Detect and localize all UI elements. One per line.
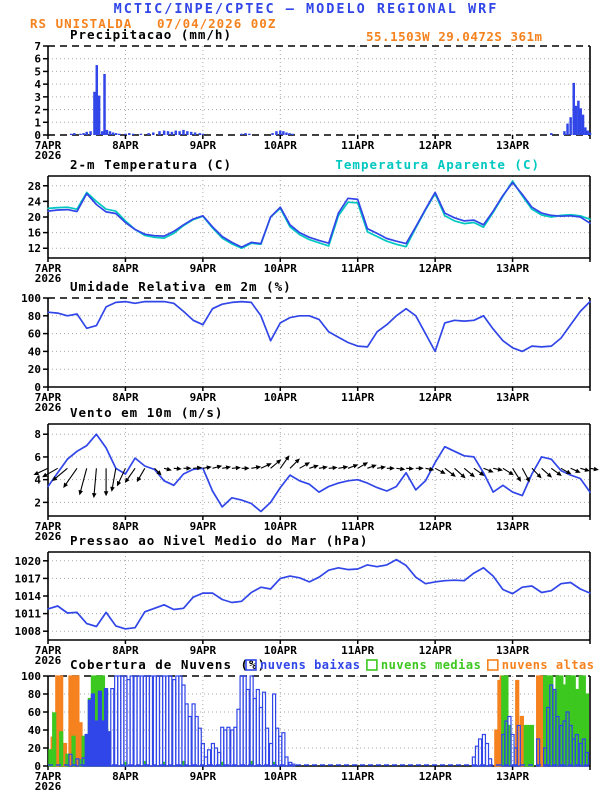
series-line-cyan (48, 181, 590, 248)
precip-bar (566, 124, 569, 135)
wind-arrow (91, 468, 98, 498)
precip-bar (79, 134, 82, 135)
wind-arrow-shaft (358, 464, 365, 468)
precip-bar (577, 101, 580, 135)
y-tick-label: 40 (27, 724, 41, 737)
precip-bar (118, 134, 121, 135)
precip-bar (124, 134, 127, 135)
x-tick-label: 11APR (341, 262, 375, 275)
x-tick-label: 13APR (496, 644, 530, 657)
wind-arrow-head (419, 466, 424, 471)
precip-bar (98, 96, 101, 135)
precip-bar (82, 133, 85, 135)
station-coordinates: 55.1503W 29.0472S 361m (366, 29, 543, 44)
precip-bar (89, 131, 92, 135)
wind-arrow-head (206, 464, 212, 469)
panel-title: Precipitacao (mm/h) (70, 27, 232, 42)
wind-arrow (298, 460, 311, 470)
wind-arrow-head (115, 481, 121, 487)
series-line-blue (48, 560, 590, 629)
wind-arrow-head (61, 483, 68, 490)
wind-arrow (416, 466, 424, 471)
wind-arrow-head (488, 468, 494, 474)
x-tick-label: 11APR (341, 139, 375, 152)
precip-bar (152, 132, 155, 135)
precip-bar (279, 131, 282, 135)
precip-bar (132, 134, 135, 135)
precip-bar (248, 134, 251, 135)
x-tick-label: 13APR (496, 262, 530, 275)
cloud-bar-blue (111, 689, 114, 766)
wind-arrow-head (575, 469, 581, 475)
panel-sea-level-pressure (15, 533, 591, 667)
x-year-label: 2026 (34, 654, 62, 667)
precip-bar (550, 133, 553, 135)
x-tick-label: 13APR (496, 139, 530, 152)
precip-bar (115, 133, 118, 135)
wind-arrow-shaft (542, 468, 549, 475)
x-year-label: 2026 (34, 530, 62, 543)
wind-arrow (232, 465, 241, 470)
cloud-bar-blue (208, 750, 211, 766)
y-tick-label: 0 (34, 129, 41, 142)
wind-arrow-shaft (80, 468, 86, 491)
station-name: RS UNISTALDA (30, 16, 133, 31)
wind-arrow-head (285, 454, 292, 461)
x-tick-label: 12APR (418, 262, 452, 275)
wind-arrow-head (343, 464, 349, 469)
wind-arrow-head (305, 460, 312, 466)
wind-arrow (260, 461, 273, 470)
wind-arrow (77, 468, 89, 496)
precip-bar (182, 130, 185, 135)
wind-arrow-shaft (94, 468, 96, 494)
series-line-blue (48, 434, 590, 511)
precip-bar (285, 132, 288, 135)
x-tick-label: 7APR (34, 644, 62, 657)
precip-bar (175, 131, 178, 135)
wind-arrow-shaft (474, 468, 481, 473)
x-tick-label: 9APR (189, 139, 217, 152)
wind-arrow (347, 462, 359, 470)
y-tick-label: 60 (27, 327, 41, 341)
panel-title: Umidade Relativa em 2m (%) (70, 279, 292, 294)
y-tick-label: 1008 (14, 625, 41, 639)
wind-arrow-head (516, 476, 523, 483)
x-tick-label: 9APR (189, 391, 217, 404)
series-line-blue (48, 183, 590, 248)
wind-arrow-head (323, 464, 329, 469)
wind-arrow-head (381, 464, 387, 469)
wind-arrow-shaft (503, 468, 511, 473)
y-tick-label: 2 (34, 103, 41, 117)
wind-arrow-shaft (484, 468, 490, 471)
wind-arrow-head (390, 466, 395, 471)
cloud-bar-blue (479, 739, 482, 766)
wind-arrow-head (498, 467, 504, 473)
precip-bar (240, 134, 243, 135)
panel-title-secondary: Temperatura Aparente (C) (335, 157, 540, 172)
precip-bar (147, 133, 150, 135)
precip-bar (96, 65, 99, 135)
x-tick-label: 8APR (112, 391, 139, 404)
wind-arrow-head (217, 463, 223, 469)
precip-bar (589, 132, 592, 135)
precip-bar (572, 83, 575, 135)
x-tick-label: 9APR (189, 644, 217, 657)
wind-arrow (387, 466, 395, 471)
x-tick-label: 13APR (496, 520, 530, 533)
wind-arrow (434, 466, 447, 476)
cloud-bar-blue (169, 676, 172, 766)
wind-arrow-head (266, 461, 272, 467)
y-tick-label: 0 (34, 381, 41, 394)
wind-arrow-head (332, 465, 337, 470)
x-tick-label: 12APR (418, 391, 452, 404)
wind-arrow-shaft (522, 468, 528, 479)
wind-arrow-shaft (435, 468, 442, 472)
y-tick-label: 4 (34, 473, 41, 487)
y-tick-label: 3 (34, 90, 41, 104)
x-tick-label: 10APR (263, 644, 297, 657)
y-tick-label: 4 (34, 78, 41, 92)
y-tick-label: 20 (27, 363, 41, 377)
wind-arrow-head (594, 467, 600, 472)
wind-arrow-shaft (551, 468, 558, 473)
precip-bar (202, 134, 205, 135)
cloud-bar-green (530, 726, 533, 767)
precip-bar (70, 134, 73, 135)
wind-arrow-shaft (139, 468, 145, 478)
legend-swatch-orange (488, 660, 498, 670)
wind-arrow (212, 463, 223, 470)
panel-title: Pressao ao Nivel Medio do Mar (hPa) (70, 533, 369, 548)
cloud-bar-blue (130, 676, 133, 766)
precip-bar (291, 134, 294, 135)
cloud-bar-blue (188, 717, 191, 767)
wind-arrow (396, 466, 406, 472)
precip-bar (167, 131, 170, 135)
x-tick-label: 8APR (112, 520, 139, 533)
x-tick-label: 7APR (34, 139, 62, 152)
series-line-blue (48, 302, 590, 352)
wind-arrow (242, 466, 250, 471)
x-tick-label: 7APR (34, 520, 62, 533)
wind-arrow-head (236, 465, 241, 470)
x-tick-label: 8APR (112, 770, 139, 783)
wind-arrow-head (245, 466, 250, 471)
x-tick-label: 9APR (189, 262, 217, 275)
x-tick-label: 10APR (263, 139, 297, 152)
cloud-bar-blue (149, 676, 152, 766)
wind-arrow (309, 463, 320, 470)
wind-arrow-shaft (66, 468, 77, 484)
wind-arrow (377, 464, 387, 470)
x-tick-label: 13APR (496, 770, 530, 783)
wind-arrow-head (363, 460, 370, 466)
y-tick-label: 16 (27, 226, 41, 240)
wind-arrow-head (123, 478, 130, 485)
y-tick-label: 8 (34, 428, 41, 442)
wind-arrow (61, 467, 79, 489)
wind-arrow-head (256, 464, 262, 469)
wind-arrow (338, 464, 349, 470)
wind-arrow-shaft (445, 468, 453, 474)
wind-arrow-head (313, 463, 319, 469)
x-tick-label: 12APR (418, 520, 452, 533)
precip-bar (101, 131, 104, 135)
wind-arrow-shaft (112, 468, 115, 488)
x-tick-label: 10APR (263, 391, 297, 404)
y-tick-label: 100 (21, 670, 41, 683)
precip-bar (563, 131, 566, 135)
y-tick-label: 1017 (14, 572, 41, 586)
x-tick-label: 7APR (34, 262, 62, 275)
wind-arrow-head (166, 467, 172, 473)
legend-swatch-green (367, 660, 377, 670)
wind-arrow (590, 466, 600, 472)
panel-precipitation (34, 27, 591, 162)
wind-arrow (502, 466, 515, 477)
x-tick-label: 13APR (496, 391, 530, 404)
legend-label-orange: nuvens altas (501, 658, 595, 672)
legend-label-blue: nuvens baixas (260, 658, 361, 672)
y-tick-label: 80 (27, 309, 41, 323)
wind-arrow-head (409, 466, 414, 471)
y-tick-label: 24 (27, 195, 41, 209)
wind-arrow-shaft (464, 468, 472, 474)
panel-wind-10m (33, 405, 600, 543)
x-tick-label: 11APR (341, 644, 375, 657)
wind-arrow-head (77, 490, 83, 496)
report-title: MCTIC/INPE/CPTEC — MODELO REGIONAL WRF (113, 1, 499, 17)
cloud-bar-blue (246, 690, 249, 767)
y-tick-label: 100 (21, 292, 41, 305)
cloud-bar-green (49, 750, 52, 766)
x-tick-label: 9APR (189, 520, 217, 533)
precip-bar (163, 131, 166, 135)
x-tick-label: 8APR (112, 644, 139, 657)
wind-arrow-head (371, 463, 377, 469)
precip-bar (103, 74, 106, 135)
precip-bar (186, 131, 189, 135)
precip-bar (112, 132, 115, 135)
wind-arrow-head (91, 493, 96, 498)
cloud-bar-blue (91, 694, 94, 766)
panel-temperature-2m (28, 157, 590, 285)
legend-label-green: nuvens medias (380, 658, 482, 672)
precip-bar (584, 127, 587, 135)
wind-arrow (319, 464, 329, 470)
precip-bar (194, 132, 197, 135)
cloud-bar-blue (266, 728, 269, 766)
x-tick-label: 11APR (341, 770, 375, 783)
wind-arrow-shaft (300, 464, 307, 468)
precip-bar (73, 133, 76, 135)
panel-title: 2-m Temperatura (C) (70, 157, 232, 172)
x-year-label: 2026 (34, 401, 62, 414)
wind-arrow-shaft (37, 468, 48, 473)
precip-bar (244, 133, 247, 135)
x-tick-label: 7APR (34, 770, 62, 783)
x-tick-label: 12APR (418, 644, 452, 657)
wind-arrow-shaft (571, 468, 577, 471)
y-tick-label: 20 (27, 742, 41, 755)
y-tick-label: 1 (34, 116, 41, 130)
x-tick-label: 9APR (189, 770, 217, 783)
x-tick-label: 12APR (418, 139, 452, 152)
x-year-label: 2026 (34, 272, 62, 285)
precip-bar (271, 133, 274, 135)
wind-arrow (328, 465, 337, 471)
y-tick-label: 1011 (14, 607, 41, 621)
wind-arrow (174, 466, 182, 471)
panel-relative-humidity (21, 279, 590, 414)
precip-bar (275, 131, 278, 135)
wind-arrow-head (226, 464, 232, 469)
x-tick-label: 7APR (34, 391, 62, 404)
x-tick-label: 10APR (263, 262, 297, 275)
y-tick-label: 2 (34, 496, 41, 510)
cloud-bar-green (60, 732, 63, 766)
precip-bar (579, 108, 582, 135)
wind-arrow-head (177, 466, 182, 471)
wind-arrow (251, 464, 262, 470)
wind-arrow-head (400, 467, 406, 472)
y-tick-label: 28 (27, 179, 41, 193)
y-tick-label: 6 (34, 52, 41, 66)
y-tick-label: 80 (27, 688, 41, 701)
panel-title: Vento em 10m (m/s) (70, 405, 224, 420)
wind-arrow (222, 464, 232, 470)
wind-arrow-shaft (290, 461, 297, 468)
wind-arrow-head (104, 491, 109, 496)
cloud-bar-blue (285, 757, 288, 766)
precip-bar (586, 131, 589, 135)
wind-arrow-shaft (261, 465, 268, 468)
precip-bar (171, 132, 174, 135)
wind-arrow-head (440, 470, 447, 476)
precip-bar (190, 132, 193, 135)
precip-bar (158, 131, 161, 135)
wind-arrow (135, 467, 147, 483)
wind-arrow (493, 466, 504, 473)
wind-arrow-shaft (280, 458, 287, 468)
wind-arrow-shaft (513, 468, 519, 478)
x-tick-label: 11APR (341, 391, 375, 404)
y-tick-label: 7 (34, 40, 41, 53)
precip-bar (128, 133, 131, 135)
wind-arrow-shaft (348, 466, 355, 468)
wind-arrow-shaft (271, 462, 279, 468)
cloud-bar-blue (227, 727, 230, 766)
x-tick-label: 10APR (263, 520, 297, 533)
precip-bar (93, 92, 96, 135)
wind-arrow (153, 467, 163, 477)
precip-bar (85, 132, 88, 135)
y-tick-label: 40 (27, 345, 41, 359)
wind-arrow-head (109, 487, 114, 493)
x-tick-label: 8APR (112, 262, 139, 275)
x-tick-label: 11APR (341, 520, 375, 533)
y-tick-label: 1020 (14, 554, 41, 568)
y-tick-label: 60 (27, 706, 41, 719)
wind-arrow (164, 466, 173, 473)
wind-arrow (104, 468, 109, 496)
y-tick-label: 12 (27, 242, 41, 256)
precip-bar (282, 131, 285, 135)
x-tick-label: 10APR (263, 770, 297, 783)
wind-arrow (406, 466, 414, 471)
y-tick-label: 6 (34, 450, 41, 464)
x-year-label: 2026 (34, 149, 62, 162)
cloud-bar-green (53, 713, 56, 766)
y-tick-label: 1014 (14, 590, 41, 603)
precip-bar (178, 131, 181, 135)
precip-bar (106, 130, 109, 135)
panel-title: Cobertura de Nuvens (%) (70, 657, 267, 672)
x-tick-label: 8APR (112, 139, 139, 152)
panel-cloud-cover (21, 657, 594, 792)
model-run-datetime: 07/04/2026 00Z (157, 16, 277, 31)
x-year-label: 2026 (34, 780, 62, 792)
precip-bar (575, 106, 578, 135)
wind-arrow-head (41, 473, 48, 479)
y-tick-label: 5 (34, 65, 41, 79)
wind-arrow-shaft (455, 468, 463, 475)
precip-bar (569, 117, 572, 135)
precip-bar (582, 115, 585, 135)
y-tick-label: 0 (34, 760, 41, 773)
wind-arrow (357, 460, 370, 470)
precip-bar (199, 133, 202, 135)
precip-bar (109, 131, 112, 135)
precip-bar (140, 134, 143, 135)
wind-arrow (520, 467, 532, 483)
wind-arrow (570, 466, 582, 475)
wind-arrow (367, 463, 378, 471)
wind-arrow (580, 466, 591, 473)
y-tick-label: 20 (27, 211, 41, 224)
x-tick-label: 12APR (418, 770, 452, 783)
precip-bar (288, 133, 291, 135)
